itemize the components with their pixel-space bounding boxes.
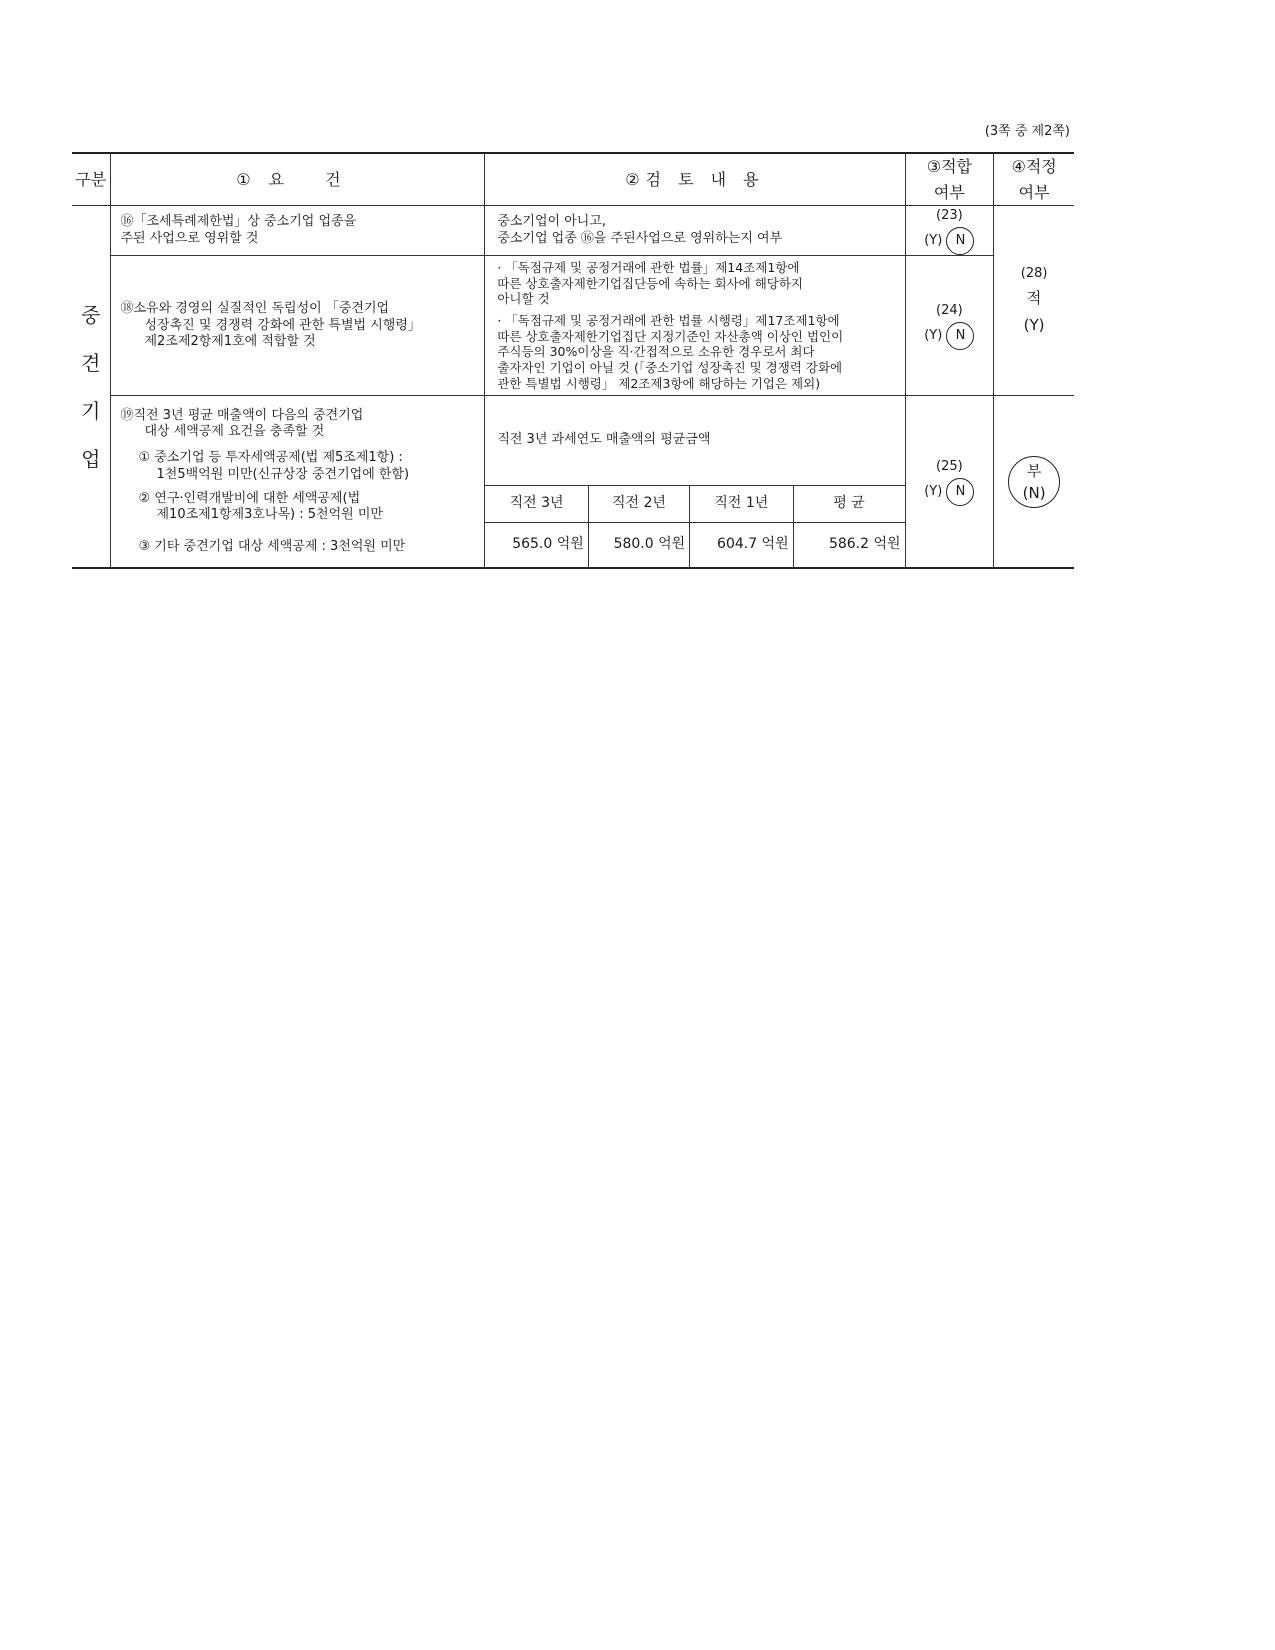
header-requirement: ①요 건 bbox=[110, 153, 485, 206]
revenue-value: 580.0 억원 bbox=[588, 523, 689, 569]
column-header: 평 균 bbox=[793, 486, 905, 523]
requirement-cell: ⑱소유와 경영의 실질적인 독립성이 「중견기업 성장촉진 및 경쟁력 강화에 관한 특별법 시행령」 제2조제2항제1호에 적합할 것 bbox=[110, 256, 485, 396]
form-table bbox=[72, 152, 1074, 569]
yes-option: (Y) bbox=[924, 484, 943, 500]
column-header: 직전 1년 bbox=[690, 486, 793, 523]
page-label: (3쪽 중 제2쪽) bbox=[984, 124, 1070, 139]
final-cell: (28) 적 (Y) bbox=[994, 206, 1074, 396]
yes-option: (Y) bbox=[924, 233, 943, 249]
column-header: 직전 2년 bbox=[588, 486, 689, 523]
no-option-circled: N bbox=[946, 227, 974, 255]
review-cell: · 「독점규제 및 공정거래에 관한 법률」제14조제1항에 따른 상호출자제한기업집단등에 속하는 회사에 해당하지 아니할 것 · 「독점규제 및 공정거래에 관한 법률 시행령」제17조제1항에 따른 상호출자제한기업집단 지정기준인 자산총액 이상인 법인이 주식등의 30%이상을 직·간접적으로 소유한 경우로서 최다 출자자인 기업이 아닐 것 (「중소기업 성장촉진 및 경쟁력 강화에 관한 특별법 시행령」 제2조제3항에 해당하는 기업은 제외) bbox=[485, 256, 905, 396]
fit-cell: (24) (Y) N bbox=[905, 256, 994, 396]
yes-option: (Y) bbox=[924, 328, 943, 344]
header-gubun: 구분 bbox=[72, 153, 110, 206]
header-final: ④적정 여부 bbox=[994, 153, 1074, 206]
requirement-cell: ⑯「조세특례제한법」상 중소기업 업종을 주된 사업으로 영위할 것 bbox=[110, 206, 485, 256]
revenue-value: 586.2 억원 bbox=[793, 523, 905, 569]
review-cell: 중소기업이 아니고, 중소기업 업종 ⑯을 주된사업으로 영위하는지 여부 bbox=[485, 206, 905, 256]
header-fit: ③적합 여부 bbox=[905, 153, 994, 206]
header-row bbox=[72, 153, 1074, 206]
no-option-circled: N bbox=[946, 322, 974, 350]
final-no-circled: 부 (N) bbox=[1008, 456, 1060, 508]
category-label: 중 견 기 업 bbox=[72, 206, 110, 569]
table-row bbox=[72, 396, 1074, 486]
table-row bbox=[72, 256, 1074, 396]
fit-cell: (23) (Y) N bbox=[905, 206, 994, 256]
table-row bbox=[72, 206, 1074, 256]
header-review: ②검 토 내 용 bbox=[485, 153, 905, 206]
review-cell: 직전 3년 과세연도 매출액의 평균금액 bbox=[485, 396, 905, 486]
final-cell bbox=[994, 396, 1074, 569]
revenue-value: 604.7 억원 bbox=[690, 523, 793, 569]
revenue-value: 565.0 억원 bbox=[485, 523, 588, 569]
column-header: 직전 3년 bbox=[485, 486, 588, 523]
requirement-cell: ⑲직전 3년 평균 매출액이 다음의 중견기업 대상 세액공제 요건을 충족할 것 ① 중소기업 등 투자세액공제(법 제5조제1항) : 1천5백억원 미만(신규상장 중견기업에 한함) ② 연구·인력개발비에 대한 세액공제(법 제10조제1항제3호나목) : 5천억원 미만 ③ 기타 중견기업 대상 세액공제 : 3천억원 미만 bbox=[110, 396, 485, 569]
no-option-circled: N bbox=[946, 478, 974, 506]
fit-cell: (25) (Y) N bbox=[905, 396, 994, 569]
